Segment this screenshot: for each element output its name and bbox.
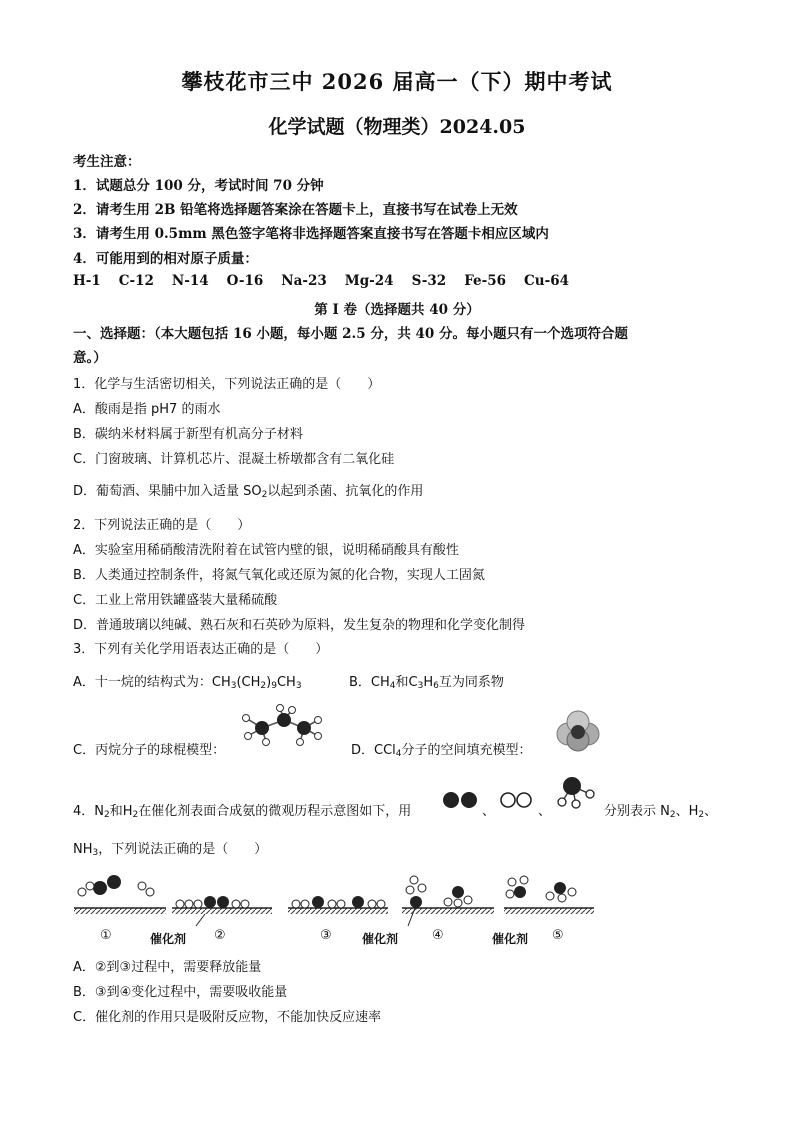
step-label: ②: [214, 928, 226, 943]
atomic-mass: O-16: [226, 273, 264, 289]
h2-molecule-icon: [496, 790, 538, 810]
exam-title: 攀枝花市三中 2026 届高一（下）期中考试: [181, 69, 613, 94]
notice-item-2: 2．请考生用 2B 铅笔将选择题答案涂在答题卡上，直接书写在试卷上无效: [73, 202, 518, 218]
catalyst-label: 催化剂: [362, 932, 399, 946]
q3-option-c: C．丙烷分子的球棍模型：: [73, 743, 226, 758]
q4-option-b: B．③到④变化过程中，需要吸收能量: [73, 985, 288, 1000]
atomic-mass: Na-23: [281, 273, 327, 289]
propane-ball-stick-icon: [236, 706, 326, 748]
q4-option-c: C．催化剂的作用只是吸附反应物，不能加快反应速率: [73, 1010, 382, 1025]
part1-instruction-cont: 意。）: [73, 350, 107, 366]
step-label: ③: [320, 928, 332, 943]
nh3-molecule-icon: [554, 774, 598, 810]
catalyst-label: 催化剂: [492, 932, 529, 946]
q1-option-b: B．碳纳米材料属于新型有机高分子材料: [73, 427, 303, 442]
q2-option-b: B．人类通过控制条件，将氮气氧化或还原为氮的化合物，实现人工固氮: [73, 568, 485, 583]
exam-subtitle: 化学试题（物理类）2024.05: [268, 116, 526, 138]
q1-option-a: A．酸雨是指 pH7 的雨水: [73, 402, 221, 417]
atomic-mass: Mg-24: [344, 273, 394, 289]
q1-stem: 1．化学与生活密切相关，下列说法正确的是（ ）: [73, 377, 381, 392]
catalyst-label: 催化剂: [150, 932, 187, 946]
atomic-mass-list: [73, 273, 569, 289]
q3-stem: 3．下列有关化学用语表达正确的是（ ）: [73, 642, 329, 657]
notice-item-1: 1．试题总分 100 分，考试时间 70 分钟: [73, 178, 324, 194]
q2-option-c: C．工业上常用铁罐盛装大量稀硫酸: [73, 593, 278, 608]
notice-item-3: 3．请考生用 0.5mm 黑色签字笔将非选择题答案直接书写在答题卡相应区域内: [73, 226, 549, 242]
q4-stem: 4．$N_2$和$H_2$在催化剂表面合成氨的微观历程示意图如下，用: [73, 804, 412, 820]
step-label: ⑤: [552, 928, 564, 943]
atomic-mass: H-1: [73, 273, 101, 289]
q2-option-a: A．实验室用稀硝酸清洗附着在试管内壁的银，说明稀硝酸具有酸性: [73, 543, 459, 558]
q2-option-d: D．普通玻璃以纯碱、熟石灰和石英砂为原料，发生复杂的物理和化学变化制得: [73, 618, 526, 633]
q1-option-c: C．门窗玻璃、计算机芯片、混凝土桥墩都含有二氧化硅: [73, 452, 395, 467]
q2-stem: 2．下列说法正确的是（ ）: [73, 518, 251, 533]
ammonia-synthesis-diagram: [70, 870, 710, 920]
atomic-mass: C-12: [118, 273, 154, 289]
n2-molecule-icon: [440, 790, 482, 810]
q4-separator: 、: [482, 804, 496, 819]
part1-instruction: 一、选择题：（本大题包括 16 小题，每小题 2.5 分，共 40 分。每小题只有一个选项符合题: [73, 326, 629, 342]
notice-item-4: 4．可能用到的相对原子质量：: [73, 251, 258, 267]
q4-stem-line2: $NH_3$，下列说法正确的是（ ）: [73, 842, 268, 858]
q4-stem-tail: 分别表示 $N_2$、$H_2$、: [604, 804, 718, 820]
part1-heading: 第 I 卷（选择题共 40 分）: [314, 302, 480, 318]
atomic-mass: Fe-56: [464, 273, 507, 289]
step-label: ④: [432, 928, 444, 943]
q3-option-b: B．$CH_4$和$C_3H_6$互为同系物: [349, 675, 504, 691]
ccl4-space-filling-icon: [554, 708, 602, 752]
atomic-mass: S-32: [411, 273, 447, 289]
catalyst-surface: [74, 908, 594, 914]
atomic-mass: Cu-64: [524, 273, 569, 289]
q1-option-d: D．葡萄酒、果脯中加入适量 $SO_2$以起到杀菌、抗氧化的作用: [73, 484, 424, 500]
step-label: ①: [100, 928, 112, 943]
q3-option-a: A．十一烷的结构式为：$CH_3(CH_2)_9CH_3$: [73, 675, 302, 691]
q4-separator: 、: [538, 804, 552, 819]
atomic-mass: N-14: [171, 273, 209, 289]
q4-option-a: A．②到③过程中，需要释放能量: [73, 960, 262, 975]
notice-heading: 考生注意：: [73, 154, 141, 170]
q3-option-d: D．CCl$_4$分子的空间填充模型：: [351, 743, 532, 759]
